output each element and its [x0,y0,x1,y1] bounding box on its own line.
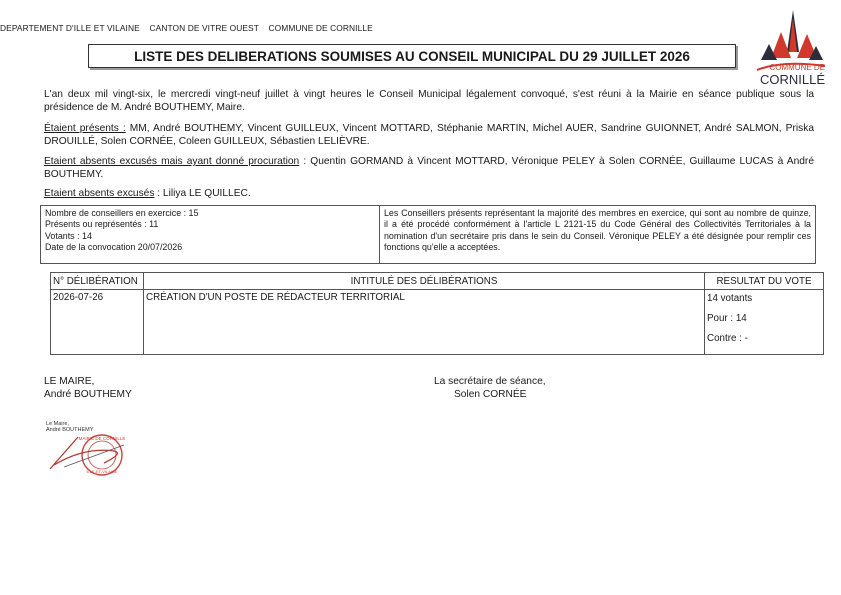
row-num: 2026-07-26 [51,290,144,355]
church-logo-icon [753,8,829,90]
row-intitule: CRÉATION D'UN POSTE DE RÉDACTEUR TERRITORIAL [144,290,705,355]
vote-pour: Pour : 14 [707,313,747,324]
stamp-line2: André BOUTHEMY [46,427,94,433]
procuration-text: : Quentin GORMAND à Vincent MOTTARD, Véronique PELEY à Solen CORNÉE, Guillaume LUCAS à André BOUTHEMY. [44,156,814,180]
summary-line-convocation: Date de la convocation 20/07/2026 [45,241,183,252]
stamp-ring: MAIRIE DE CORNILLÉ [78,436,126,441]
stamp-seal-icon [44,417,134,477]
header-num: N° DÉLIBÉRATION [51,273,144,290]
vote-votants: 14 votants [707,293,753,304]
header-resultat: RESULTAT DU VOTE [705,273,824,290]
procuration-label: Etaient absents excusés mais ayant donné procuration [44,156,300,167]
absents-text: : Liliya LE QUILLEC. [154,188,251,199]
document-header [0,23,373,33]
maire-title: LE MAIRE, [44,376,95,387]
commune-logo [753,8,829,90]
logo-line2: CORNILLÉ [759,72,825,87]
stamp-bottom: ILLE-ET-VILAINE [86,469,118,474]
summary-counts [41,206,380,263]
summary-secretary-text: Les Conseillers présents représentant la majorité des membres en exercice, qui sont au nombre de quinze, il a été procédé conformément à l'article L 2121-15 du Code Général des Collectivités Territoriales à la nomination d'un secrétaire pris dans le sein du Conseil. Véronique PELEY a été désignée pour remplir ces fonctions qu'elle a acceptées. [384,208,811,252]
table-row [51,290,824,355]
maire-signature-block [44,375,132,401]
vote-contre: Contre : - [707,333,748,344]
header-commune: COMMUNE DE CORNILLE [268,23,373,33]
document-title: LISTE DES DELIBERATIONS SOUMISES AU CONSEIL MUNICIPAL DU 29 JUILLET 2026 [88,44,736,68]
stamp-line1: Le Maire, [46,421,69,427]
table-header-row [51,273,824,290]
summary-line-presents: Présents ou représentés : 11 [45,219,159,230]
procuration-paragraph [44,155,814,181]
summary-line-exercice: Nombre de conseillers en exercice : 15 [45,208,199,218]
secretaire-title: La secrétaire de séance, [434,376,546,387]
deliberations-table [50,272,824,355]
presents-label: Étaient présents : [44,123,126,134]
presents-text: MM, André BOUTHEMY, Vincent GUILLEUX, Vincent MOTTARD, Stéphanie MARTIN, Michel AUER, Sandrine GUIONNET, André SALMON, Priska DROUILLÉ, Solen CORNÉE, Coleen GUILLEUX, Sébastien LELIÈVRE. [44,123,814,147]
council-summary-box [40,205,816,264]
header-departement: DEPARTEMENT D'ILLE ET VILAINE [0,23,140,33]
header-intitule: INTITULÉ DES DÉLIBÉRATIONS [144,273,705,290]
header-canton: CANTON DE VITRE OUEST [149,23,259,33]
secretaire-signature-block [434,375,546,401]
presents-paragraph [44,122,814,148]
absents-label: Etaient absents excusés [44,188,155,199]
secretaire-name: Solen CORNÉE [454,389,527,400]
logo-line1: COMMUNE DE [769,63,825,72]
maire-name: André BOUTHEMY [44,389,132,400]
row-votes [705,290,824,355]
mairie-stamp [44,417,134,477]
absents-paragraph [44,187,814,200]
intro-paragraph: L'an deux mil vingt-six, le mercredi vingt-neuf juillet à vingt heures le Conseil Municipal légalement convoqué, s'est réuni à la Mairie en séance publique sous la présidence de M. André BOUTHEMY, Maire. [44,89,814,113]
summary-line-votants: Votants : 14 [45,230,92,241]
